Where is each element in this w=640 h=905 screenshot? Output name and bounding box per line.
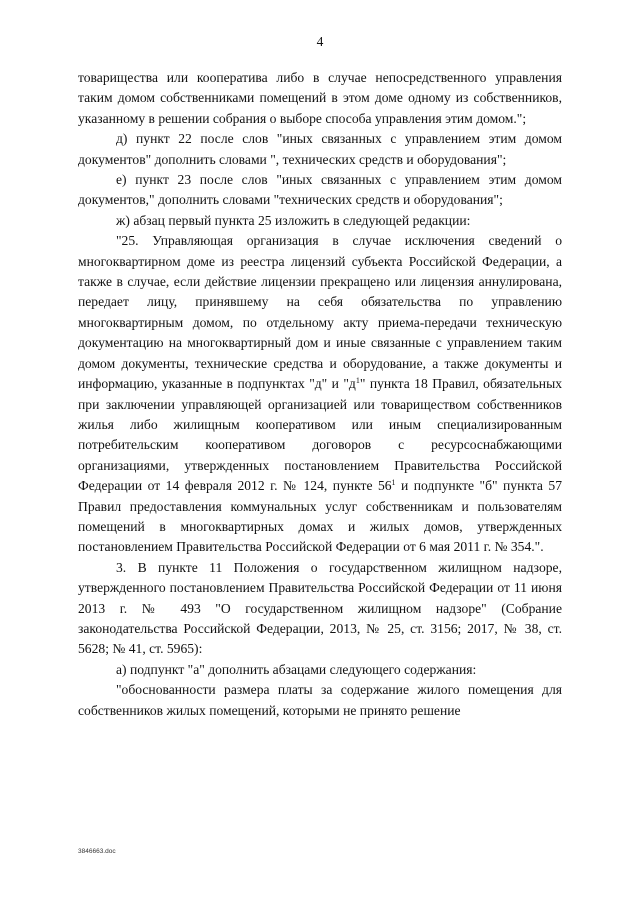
- superscript-1: 1: [391, 478, 396, 488]
- paragraph-item-zh: ж) абзац первый пункта 25 изложить в следующей редакции:: [116, 212, 471, 228]
- paragraph-continuation: товарищества или кооператива либо в случае непосредственного управления таким домом собственниками помещений в этом доме одному из собственников, указанному в решении собрания о выборе способа управления этим домом.";: [78, 70, 562, 126]
- paragraph-item-a: а) подпункт "а" дополнить абзацами следующего содержания:: [116, 661, 477, 677]
- clause-25-text-part-1: "25. Управляющая организация в случае исключения сведений о многоквартирном доме из реестра лицензий субъекта Российской Федерации, а также в случае, если действие лицензии прекращено или лицензия аннулирована, передает лицу, принявшему на себя обязательства по управлению многоквартирным домом, по отдельному акту приема-передачи техническую документацию на многоквартирный дом и иные связанные с управлением таким домом документы, технические средства и оборудование, а также документы и информацию, указанные в подпунктах "д" и "д: [78, 233, 562, 392]
- paragraph-clause-25: [78, 231, 562, 558]
- clause-25-text-part-2: " пункта 18 Правил, обязательных при заключении управляющей организацией или товариществом собственников жилья либо жилищным кооперативом или иным специализированным потребительским кооперативом договоров с ресурсоснабжающими организациями, утвержденных постановлением Правительства Российской Федерации от 14 февраля 2012 г. № 124, пункте 56: [78, 376, 563, 494]
- paragraph-item-e: е) пункт 23 после слов "иных связанных с управлением этим домом документов," дополнить словами "технических средств и оборудования";: [78, 172, 562, 208]
- clause-25-text-part-3: и подпункте "б" пункта 57 Правил предоставления коммунальных услуг собственникам и пользователям помещений в многоквартирных домах и жилых домов, утвержденных постановлением Правительства Российской Федерации от 6 мая 2011 г. № 354.".: [78, 478, 562, 555]
- paragraph-item-d: д) пункт 22 после слов "иных связанных с управлением этим домом документов" дополнить словами ", технических средств и оборудования";: [78, 131, 562, 167]
- footer-document-code: 3846663.doc: [78, 848, 116, 855]
- page-number: 4: [316, 34, 324, 49]
- paragraph-section-3: 3. В пункте 11 Положения о государственном жилищном надзоре, утвержденного постановлением Правительства Российской Федерации от 11 июня 2013 г. № 493 "О государственном жилищном надзоре" (Собрание законодательства Российской Федерации, 2013, № 25, ст. 3156; 2017, № 38, ст. 5628; № 41, ст. 5965):: [78, 559, 562, 657]
- paragraph-quote-start: "обоснованности размера платы за содержание жилого помещения для собственников жилых помещений, которыми не принято решение: [78, 682, 562, 718]
- superscript-1: 1: [355, 376, 360, 386]
- document-body: [78, 68, 562, 721]
